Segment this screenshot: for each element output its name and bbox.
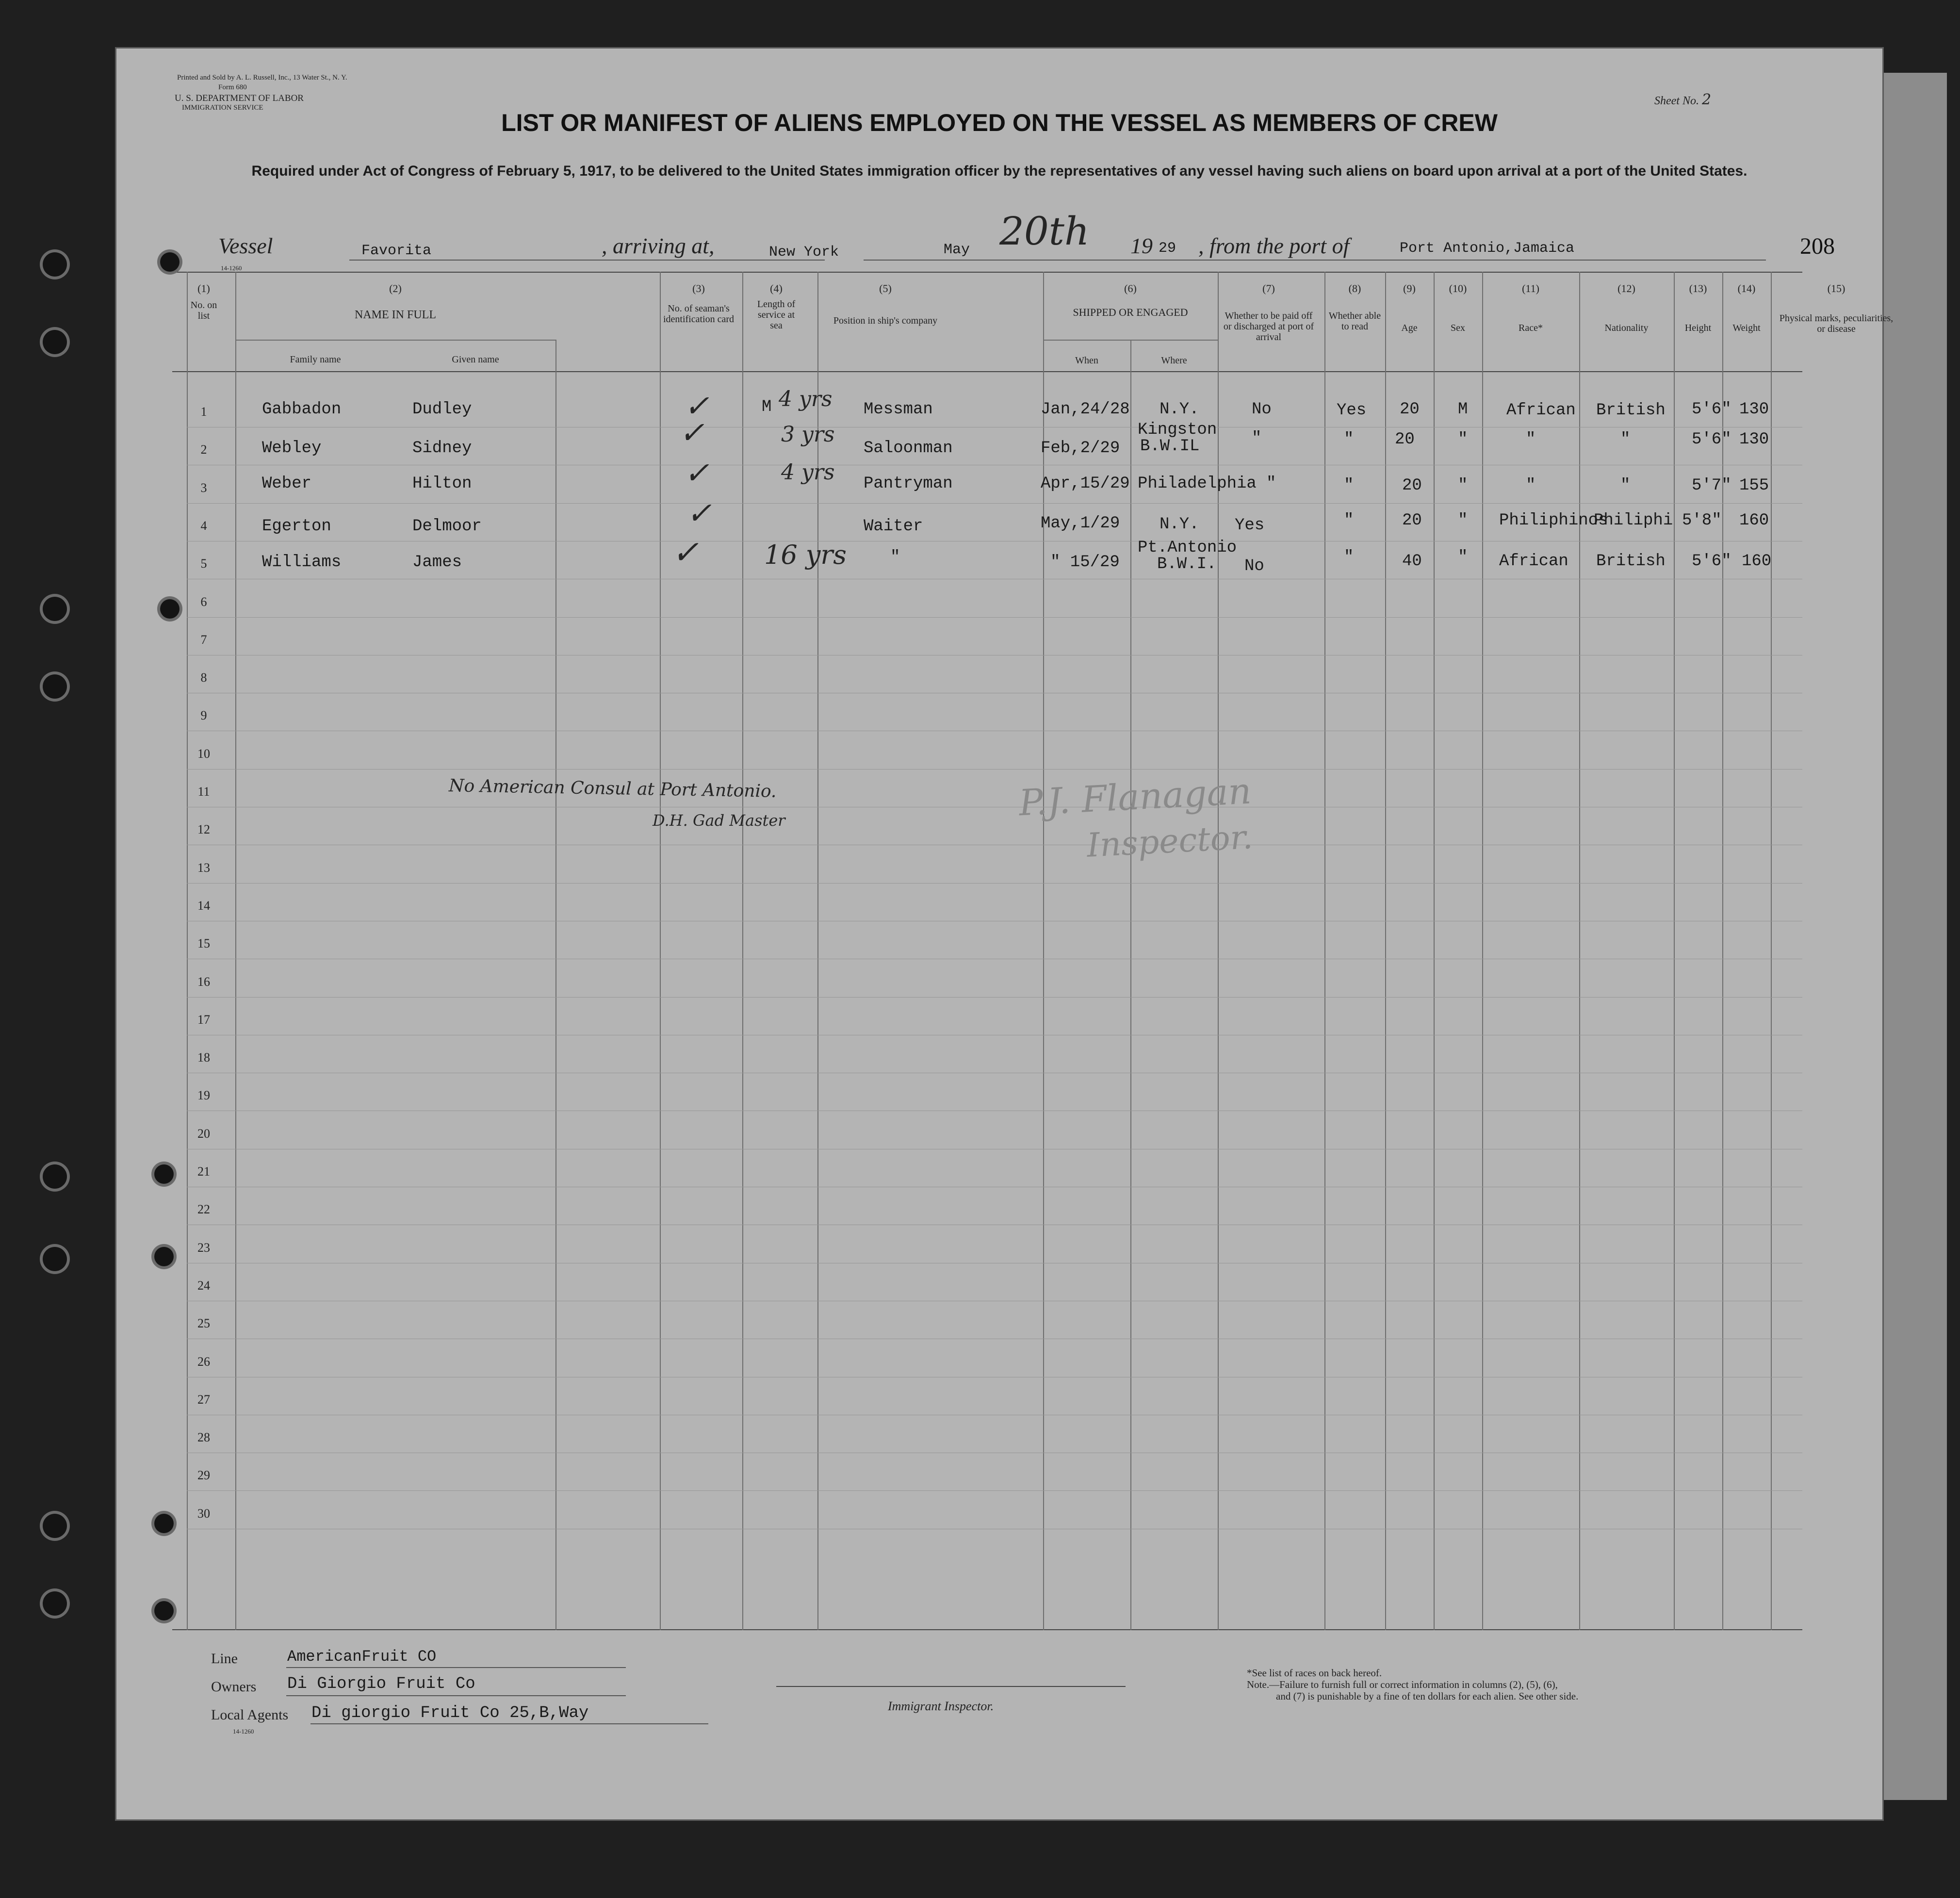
col15-label: Physical marks, peculiarities, or disease <box>1779 313 1894 334</box>
penalty-note-1: Note.—Failure to furnish full or correct information in columns (2), (5), (6), <box>1247 1679 1558 1690</box>
arriving-label: , arriving at, <box>602 233 715 258</box>
weight: 130 <box>1739 400 1769 419</box>
race: African <box>1499 552 1568 571</box>
shipped-where: N.Y. <box>1160 515 1199 534</box>
weight: 155 <box>1739 476 1769 495</box>
col11-num: (11) <box>1522 282 1539 295</box>
weight: 160 <box>1742 552 1772 571</box>
punch-hole <box>154 1247 174 1266</box>
col4-label: Length of service at sea <box>757 299 796 331</box>
family-name: Egerton <box>262 517 331 536</box>
race: African <box>1506 401 1576 420</box>
given-name: Delmoor <box>412 517 482 536</box>
row-number: 7 <box>200 632 207 647</box>
col14-num: (14) <box>1737 282 1756 295</box>
inspector-signature: P.J. Flanagan <box>1018 770 1253 824</box>
arrival-port: New York <box>769 244 839 261</box>
sex: M <box>1458 400 1468 419</box>
col7-label: Whether to be paid off or discharged at port of arrival <box>1223 311 1314 343</box>
position: Saloonman <box>864 439 953 458</box>
row-number: 21 <box>197 1164 210 1178</box>
inspector-label: Immigrant Inspector. <box>888 1699 994 1713</box>
table-top-border <box>172 272 1802 273</box>
table-bottom-border <box>172 1629 1802 1630</box>
row-number: 25 <box>197 1316 210 1331</box>
from-port-label: , from the port of <box>1198 233 1350 258</box>
shipped-where-2: B.W.I. <box>1157 555 1217 573</box>
col4-num: (4) <box>770 282 783 295</box>
paid-off: " <box>1252 429 1262 448</box>
row-number: 4 <box>200 518 207 533</box>
col10-label: Sex <box>1451 323 1465 333</box>
race: " <box>1526 430 1536 449</box>
punch-hole <box>43 1591 67 1616</box>
table-row <box>172 495 1802 541</box>
paid-off: " <box>1266 474 1276 493</box>
row-number: 15 <box>197 936 210 951</box>
inspector-signature-line <box>776 1686 1126 1687</box>
age: 20 <box>1402 476 1422 495</box>
length-of-service: 4 yrs <box>779 387 833 411</box>
position: " <box>890 548 900 567</box>
col6-when: When <box>1075 355 1098 366</box>
arrival-year: 29 <box>1159 240 1176 257</box>
nationality: British <box>1596 401 1666 420</box>
service: IMMIGRATION SERVICE <box>182 104 263 112</box>
sex: " <box>1458 511 1468 530</box>
punch-hole <box>43 1164 67 1189</box>
position: Pantryman <box>864 474 953 493</box>
row-number: 29 <box>197 1468 210 1483</box>
shipped-when: " 15/29 <box>1050 553 1120 572</box>
row-rule <box>187 1490 1802 1491</box>
departure-port: Port Antonio,Jamaica <box>1400 240 1575 257</box>
row-number: 6 <box>200 594 207 609</box>
col3-label: No. of seaman's identification card <box>663 303 735 325</box>
family-name: Gabbadon <box>262 400 342 419</box>
race: Philiphinos <box>1499 511 1608 530</box>
line-label: Line <box>211 1651 238 1667</box>
punch-hole <box>160 599 180 619</box>
age: 20 <box>1400 400 1420 419</box>
table-row <box>172 534 1802 577</box>
paid-off: No <box>1252 400 1272 419</box>
shipped-when: May,1/29 <box>1041 514 1120 533</box>
age: 20 <box>1395 430 1415 449</box>
col8-label: Whether able to read <box>1328 311 1381 332</box>
crew-table <box>172 272 1894 1630</box>
row-rule <box>187 617 1802 618</box>
family-name: Webley <box>262 439 322 458</box>
col9-num: (9) <box>1403 282 1416 295</box>
given-name: Dudley <box>412 400 472 419</box>
shipped-when: Jan,24/28 <box>1041 400 1130 419</box>
arrival-day: 20th <box>999 209 1090 254</box>
col11-label: Race* <box>1519 323 1543 333</box>
sex: " <box>1458 548 1468 567</box>
row-number: 3 <box>200 480 207 495</box>
punch-hole <box>43 330 67 354</box>
col13-num: (13) <box>1689 282 1707 295</box>
length-of-service: 4 yrs <box>781 460 835 485</box>
punch-hole <box>43 252 67 277</box>
row-number: 11 <box>197 785 210 799</box>
owners-label: Owners <box>211 1679 257 1695</box>
weight: 130 <box>1739 430 1769 449</box>
row-number: 1 <box>200 405 207 419</box>
col3-num: (3) <box>692 282 705 295</box>
punch-hole <box>160 252 180 272</box>
shipped-where: Kingston <box>1138 421 1217 439</box>
col2-given: Given name <box>452 354 499 365</box>
family-name: Weber <box>262 474 312 493</box>
position: Messman <box>864 400 933 419</box>
row-number: 13 <box>197 860 210 875</box>
col7-num: (7) <box>1262 282 1275 295</box>
form-code-top: 14-1260 <box>221 264 242 272</box>
row-number: 9 <box>200 708 207 723</box>
col8-num: (8) <box>1348 282 1361 295</box>
row-number: 10 <box>197 746 210 761</box>
position: Waiter <box>864 517 923 536</box>
col5-num: (5) <box>879 282 892 295</box>
age: 20 <box>1402 511 1422 530</box>
nationality: " <box>1620 430 1631 449</box>
col1-num: (1) <box>197 282 210 295</box>
row-number: 12 <box>197 822 210 837</box>
form-code-bottom: 14-1260 <box>233 1728 254 1735</box>
shipped-when: Apr,15/29 <box>1041 474 1130 493</box>
row-rule <box>187 503 1802 504</box>
page-title: LIST OR MANIFEST OF ALIENS EMPLOYED ON THE VESSEL AS MEMBERS OF CREW <box>501 109 1498 136</box>
col2-label: NAME IN FULL <box>355 309 436 321</box>
row-rule <box>187 997 1802 998</box>
sheet-no-label: Sheet No. <box>1654 95 1699 107</box>
owners-value: Di Giorgio Fruit Co <box>287 1675 475 1693</box>
row-number: 18 <box>197 1050 210 1065</box>
nationality: Philiphi <box>1594 511 1673 530</box>
row-number: 27 <box>197 1392 210 1407</box>
col13-label: Height <box>1684 323 1712 333</box>
sheet-no <box>1654 91 1711 108</box>
row-number: 30 <box>197 1506 210 1521</box>
master-signature: D.H. Gad Master <box>653 811 785 830</box>
weight: 160 <box>1739 511 1769 530</box>
row-number: 8 <box>200 671 207 685</box>
height: 5'7" <box>1692 476 1731 495</box>
owners-underline <box>286 1695 626 1696</box>
col6-label: SHIPPED OR ENGAGED <box>1073 306 1188 318</box>
row-number: 2 <box>200 442 207 457</box>
col2-num: (2) <box>389 282 402 295</box>
col6-where: Where <box>1161 355 1187 366</box>
row-number: 26 <box>197 1354 210 1369</box>
manifest-sheet <box>116 49 1894 1819</box>
name-subheader-line <box>235 340 555 341</box>
vessel-underline <box>349 260 825 261</box>
race: " <box>1526 476 1536 495</box>
vessel-name: Favorita <box>361 243 432 259</box>
height: 5'6" <box>1692 552 1731 571</box>
col1-label: No. on list <box>190 300 217 321</box>
row-number: 22 <box>197 1202 210 1217</box>
paid-off: No <box>1244 557 1264 575</box>
id-card-check: ✓ <box>686 495 712 531</box>
height: 5'6" <box>1692 430 1731 449</box>
age: 40 <box>1402 552 1422 571</box>
form-number: Form 680 <box>218 83 247 91</box>
vessel-label: Vessel <box>218 233 273 258</box>
nationality: " <box>1620 476 1631 495</box>
line-underline <box>286 1667 626 1668</box>
id-card-check: ✓ <box>672 534 699 571</box>
able-to-read: Yes <box>1337 401 1367 420</box>
col10-num: (10) <box>1449 282 1467 295</box>
agents-label: Local Agents <box>211 1707 289 1723</box>
service-prefix: M <box>762 398 772 416</box>
col2-family: Family name <box>290 354 341 365</box>
line-value: AmericanFruit CO <box>287 1648 437 1666</box>
given-name: Sidney <box>412 439 472 458</box>
shipped-where: N.Y. <box>1160 400 1199 419</box>
agents-underline <box>310 1723 708 1724</box>
col14-label: Weight <box>1732 323 1761 333</box>
punch-hole <box>154 1601 174 1620</box>
shipped-where: Philadelphia <box>1138 474 1257 493</box>
col6-num: (6) <box>1124 282 1137 295</box>
subtitle: Required under Act of Congress of February 5, 1917, to be delivered to the United States immigration officer by the representatives of any vessel having such aliens on board upon arrival at a port of the United States. <box>251 163 1748 179</box>
inspector-title: Inspector. <box>1086 818 1254 865</box>
col12-label: Nationality <box>1604 323 1649 333</box>
penalty-note-2: and (7) is punishable by a fine of ten dollars for each alien. See other side. <box>1276 1690 1579 1702</box>
voyage-underline <box>864 260 1766 261</box>
header-bottom-border <box>172 371 1802 372</box>
row-number: 28 <box>197 1430 210 1445</box>
sex: " <box>1458 430 1468 449</box>
length-of-service: 16 yrs <box>764 540 847 570</box>
able-to-read: " <box>1344 430 1354 449</box>
able-to-read: " <box>1344 548 1354 567</box>
row-number: 14 <box>197 898 210 913</box>
printer-line: Printed and Sold by A. L. Russell, Inc., 13 Water St., N. Y. <box>177 74 347 82</box>
consul-note: No American Consul at Port Antonio. <box>448 776 777 802</box>
id-card-check: ✓ <box>684 388 709 424</box>
given-name: Hilton <box>412 474 472 493</box>
row-number: 5 <box>200 556 207 571</box>
shipped-when: Feb,2/29 <box>1041 439 1120 458</box>
arrival-month: May <box>944 242 970 258</box>
sheet-no-value: 2 <box>1701 91 1712 108</box>
row-rule <box>187 883 1802 884</box>
punch-hole <box>43 597 67 621</box>
races-note: *See list of races on back hereof. <box>1247 1667 1382 1679</box>
table-row <box>172 415 1802 463</box>
height: 5'6" <box>1692 400 1731 419</box>
shipped-where: Pt.Antonio <box>1138 539 1237 557</box>
year-label: 19 <box>1130 233 1153 258</box>
punch-hole <box>43 674 67 699</box>
able-to-read: " <box>1344 476 1354 495</box>
col15-num: (15) <box>1827 282 1846 295</box>
given-name: James <box>412 553 462 572</box>
row-number: 19 <box>197 1088 210 1103</box>
department: U. S. DEPARTMENT OF LABOR <box>175 93 304 103</box>
manifest-number: 208 <box>1800 233 1835 259</box>
punch-hole <box>43 1514 67 1538</box>
able-to-read: " <box>1344 511 1354 530</box>
height: 5'8" <box>1682 511 1722 530</box>
nationality: British <box>1596 552 1666 571</box>
shipped-where-2: B.W.IL <box>1140 437 1200 456</box>
row-number: 24 <box>197 1278 210 1293</box>
sex: " <box>1458 476 1468 495</box>
row-number: 16 <box>197 974 210 989</box>
col9-label: Age <box>1401 323 1418 333</box>
agents-value: Di giorgio Fruit Co 25,B,Way <box>311 1704 589 1722</box>
paid-off: Yes <box>1235 516 1265 535</box>
row-number: 23 <box>197 1240 210 1255</box>
table-row <box>172 387 1802 425</box>
col5-label: Position in ship's company <box>833 315 938 326</box>
punch-hole <box>154 1514 174 1533</box>
family-name: Williams <box>262 553 342 572</box>
punch-hole <box>154 1164 174 1184</box>
row-number: 20 <box>197 1126 210 1141</box>
id-card-check: ✓ <box>684 455 709 491</box>
punch-hole <box>43 1247 67 1271</box>
id-card-check: ✓ <box>679 415 704 450</box>
row-number: 17 <box>197 1012 210 1027</box>
col12-num: (12) <box>1617 282 1635 295</box>
length-of-service: 3 yrs <box>781 422 835 447</box>
table-row <box>172 455 1802 499</box>
